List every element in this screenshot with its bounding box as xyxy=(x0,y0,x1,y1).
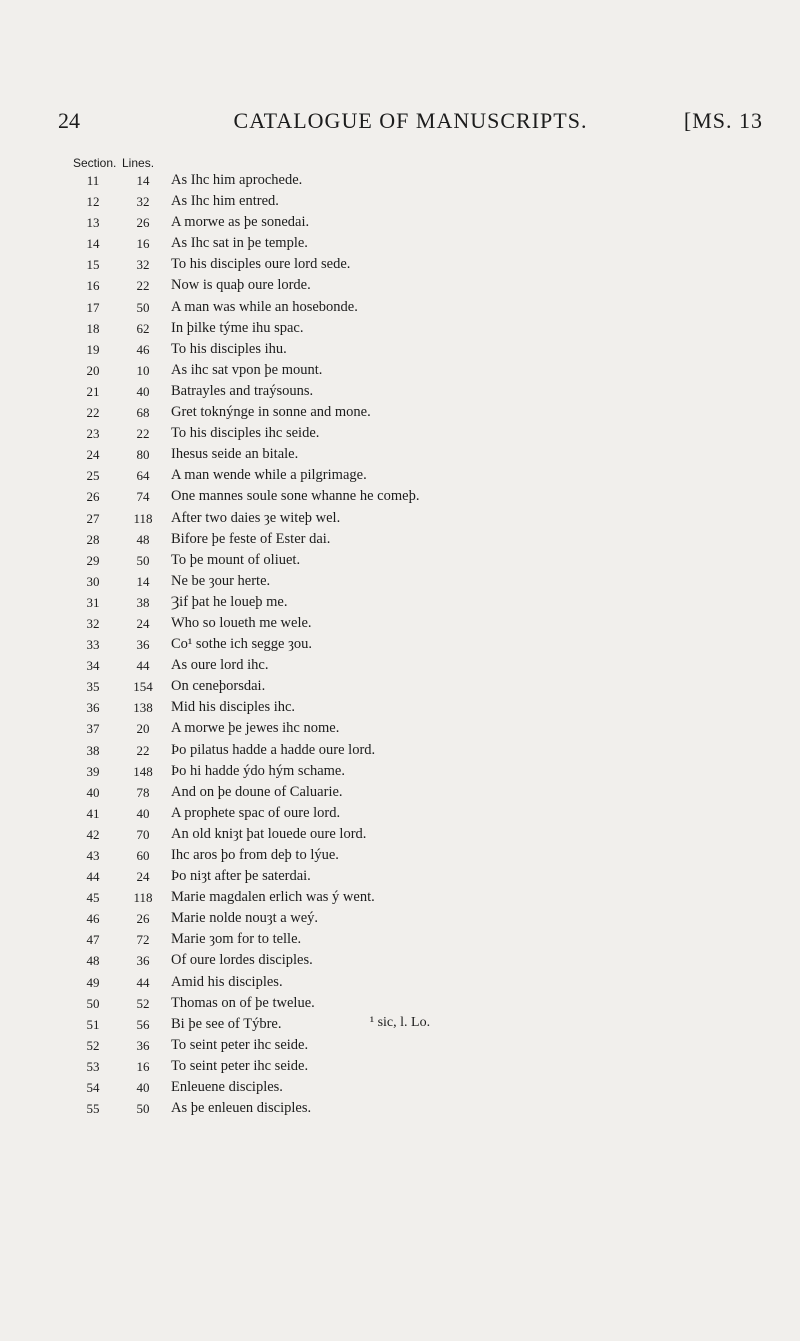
line-count: 62 xyxy=(136,320,150,336)
line-count: 44 xyxy=(136,658,150,674)
line-count: 72 xyxy=(136,932,150,948)
section-number: 41 xyxy=(86,805,100,821)
incipit-text: Bi þe see of Týbre. xyxy=(171,1015,282,1032)
section-number: 46 xyxy=(86,911,100,927)
section-number: 53 xyxy=(86,1058,100,1074)
incipit-text: Ȝif þat he loueþ me. xyxy=(171,593,288,610)
incipit-text: To his disciples ihc seide. xyxy=(171,425,320,442)
line-count: 50 xyxy=(136,552,150,568)
incipit-text: A morwe þe jewes ihc nome. xyxy=(171,720,340,737)
line-count: 74 xyxy=(136,489,150,505)
incipit-text: A man wende while a pilgrimage. xyxy=(171,467,367,484)
line-count: 16 xyxy=(136,1058,150,1074)
table-row xyxy=(0,866,800,887)
line-count: 36 xyxy=(136,637,150,653)
section-number: 32 xyxy=(86,615,100,631)
incipit-text: After two daies ȝe witeþ wel. xyxy=(171,509,341,526)
line-count: 50 xyxy=(136,299,150,315)
table-row xyxy=(0,360,800,381)
table-row xyxy=(0,402,800,423)
incipit-text: To seint peter ihc seide. xyxy=(171,1057,309,1074)
incipit-text: Who so loueth me wele. xyxy=(171,614,312,631)
section-number: 24 xyxy=(86,447,100,463)
incipit-text: A prophete spac of oure lord. xyxy=(171,804,341,821)
incipit-text: Amid his disciples. xyxy=(171,973,283,990)
line-count: 70 xyxy=(136,826,150,842)
table-row xyxy=(0,170,800,191)
section-number: 33 xyxy=(86,637,100,653)
section-number: 49 xyxy=(86,974,100,990)
table-row xyxy=(0,486,800,507)
table-row xyxy=(0,1077,800,1098)
line-count: 46 xyxy=(136,341,150,357)
incipit-text: Marie magdalen erlich was ý went. xyxy=(171,889,375,906)
incipit-text: To þe mount of oliuet. xyxy=(171,551,301,568)
section-number: 12 xyxy=(86,194,100,210)
catalogue-table xyxy=(0,170,800,1119)
table-row xyxy=(0,887,800,908)
incipit-text: In þilke týme ihu spac. xyxy=(171,319,304,336)
section-number: 23 xyxy=(86,426,100,442)
incipit-text: As Ihc him entred. xyxy=(171,193,279,210)
line-count: 52 xyxy=(136,995,150,1011)
table-row xyxy=(0,423,800,444)
incipit-text: Marie ȝom for to telle. xyxy=(171,931,302,948)
section-number: 19 xyxy=(86,341,100,357)
line-count: 24 xyxy=(136,869,150,885)
section-number: 45 xyxy=(86,890,100,906)
table-row xyxy=(0,824,800,845)
section-number: 38 xyxy=(86,742,100,758)
section-number: 50 xyxy=(86,995,100,1011)
table-row xyxy=(0,465,800,486)
incipit-text: Þo hi hadde ýdo hým schame. xyxy=(171,762,345,779)
line-count: 40 xyxy=(136,1080,150,1096)
line-count: 138 xyxy=(133,700,153,716)
section-number: 25 xyxy=(86,468,100,484)
line-count: 14 xyxy=(136,173,150,188)
incipit-text: An old kniȝt þat louede oure lord. xyxy=(171,825,367,842)
table-row xyxy=(0,444,800,465)
page-header xyxy=(58,108,763,136)
incipit-text: As þe enleuen disciples. xyxy=(171,1100,312,1117)
table-row xyxy=(0,1098,800,1119)
section-number: 17 xyxy=(86,299,100,315)
line-count: 36 xyxy=(136,953,150,969)
section-number: 18 xyxy=(86,320,100,336)
incipit-text: As Ihc him aprochede. xyxy=(171,172,303,188)
incipit-text: As oure lord ihc. xyxy=(171,657,269,674)
table-row xyxy=(0,761,800,782)
line-count: 56 xyxy=(136,1016,150,1032)
line-count: 38 xyxy=(136,594,150,610)
incipit-text: A morwe as þe sonedai. xyxy=(171,214,310,231)
table-row xyxy=(0,993,800,1014)
incipit-text: As ihc sat vpon þe mount. xyxy=(171,361,323,378)
incipit-text: One mannes soule sone whanne he comeþ. xyxy=(171,488,420,505)
section-number: 34 xyxy=(86,658,100,674)
line-count: 20 xyxy=(136,721,150,737)
section-number: 30 xyxy=(86,573,100,589)
section-number: 20 xyxy=(86,362,100,378)
page-number: 24 xyxy=(58,108,80,133)
table-row xyxy=(0,972,800,993)
section-column-header: Section. xyxy=(73,156,117,170)
table-row xyxy=(0,592,800,613)
section-number: 16 xyxy=(86,278,100,294)
section-number: 28 xyxy=(86,531,100,547)
table-row xyxy=(0,233,800,254)
section-number: 29 xyxy=(86,552,100,568)
table-row xyxy=(0,339,800,360)
incipit-text: A man was while an hosebonde. xyxy=(171,298,358,315)
section-number: 40 xyxy=(86,784,100,800)
incipit-text: On ceneþorsdai. xyxy=(171,678,266,695)
section-number: 31 xyxy=(86,594,100,610)
section-number: 11 xyxy=(86,173,100,188)
section-number: 37 xyxy=(86,721,100,737)
incipit-text: Batrayles and traýsouns. xyxy=(171,382,314,399)
incipit-text: Þo niȝt after þe saterdai. xyxy=(171,868,311,885)
section-number: 26 xyxy=(86,489,100,505)
section-number: 39 xyxy=(86,763,100,779)
line-count: 60 xyxy=(136,848,150,863)
incipit-text: Þo pilatus hadde a hadde oure lord. xyxy=(171,741,376,758)
line-count: 118 xyxy=(133,510,153,526)
line-count: 14 xyxy=(136,573,150,589)
table-row xyxy=(0,782,800,803)
table-row xyxy=(0,254,800,275)
section-number: 48 xyxy=(86,953,100,969)
table-row xyxy=(0,613,800,634)
incipit-text: To his disciples ihu. xyxy=(171,340,287,357)
line-count: 68 xyxy=(136,405,150,421)
incipit-text: To his disciples oure lord sede. xyxy=(171,256,351,273)
section-number: 35 xyxy=(86,679,100,695)
incipit-text: As Ihc sat in þe temple. xyxy=(171,235,308,252)
line-count: 26 xyxy=(136,215,150,231)
line-count: 40 xyxy=(136,383,150,399)
incipit-text: Co¹ sothe ich segge ȝou. xyxy=(171,636,312,653)
line-count: 50 xyxy=(136,1101,150,1117)
line-count: 24 xyxy=(136,615,150,631)
table-row xyxy=(0,655,800,676)
table-row xyxy=(0,529,800,550)
incipit-text: And on þe doune of Caluarie. xyxy=(171,783,343,800)
table-row xyxy=(0,508,800,529)
section-number: 14 xyxy=(86,236,100,252)
line-count: 10 xyxy=(136,362,150,378)
line-count: 26 xyxy=(136,911,150,927)
line-count: 22 xyxy=(136,742,150,758)
incipit-text: Thomas on of þe twelue. xyxy=(171,994,315,1011)
section-number: 47 xyxy=(86,932,100,948)
incipit-text: Marie nolde nouȝt a weý. xyxy=(171,910,319,927)
section-number: 52 xyxy=(86,1037,100,1053)
table-row xyxy=(0,718,800,739)
table-row xyxy=(0,1035,800,1056)
table-row xyxy=(0,950,800,971)
line-count: 36 xyxy=(136,1037,150,1053)
line-count: 80 xyxy=(136,447,150,463)
line-count: 40 xyxy=(136,805,150,821)
incipit-text: Ne be ȝour herte. xyxy=(171,572,271,589)
incipit-text: Mid his disciples ihc. xyxy=(171,699,296,716)
incipit-text: Now is quaþ oure lorde. xyxy=(171,277,311,294)
incipit-text: Of oure lordes disciples. xyxy=(171,952,313,969)
incipit-text: Enleuene disciples. xyxy=(171,1079,283,1096)
section-number: 43 xyxy=(86,848,100,863)
table-row xyxy=(0,381,800,402)
section-number: 22 xyxy=(86,405,100,421)
line-count: 16 xyxy=(136,236,150,252)
section-number: 15 xyxy=(86,257,100,273)
table-row xyxy=(0,318,800,339)
line-count: 22 xyxy=(136,426,150,442)
table-row xyxy=(0,929,800,950)
line-count: 118 xyxy=(133,890,153,906)
line-count: 44 xyxy=(136,974,150,990)
table-row xyxy=(0,845,800,866)
table-row xyxy=(0,676,800,697)
incipit-text: Gret toknýnge in sonne and mone. xyxy=(171,404,371,421)
table-row xyxy=(0,803,800,824)
line-count: 32 xyxy=(136,257,150,273)
table-row xyxy=(0,697,800,718)
incipit-text: Bifore þe feste of Ester dai. xyxy=(171,530,331,547)
table-row xyxy=(0,740,800,761)
table-row xyxy=(0,571,800,592)
table-row xyxy=(0,275,800,296)
page-title: CATALOGUE OF MANUSCRIPTS. xyxy=(233,108,588,133)
section-number: 42 xyxy=(86,826,100,842)
line-count: 22 xyxy=(136,278,150,294)
line-count: 154 xyxy=(133,679,153,695)
manuscript-reference: [MS. 13 xyxy=(683,108,763,133)
lines-column-header: Lines. xyxy=(122,156,155,170)
line-count: 48 xyxy=(136,531,150,547)
section-number: 51 xyxy=(86,1016,100,1032)
line-count: 64 xyxy=(136,468,150,484)
section-number: 44 xyxy=(86,869,100,885)
line-count: 32 xyxy=(136,194,150,210)
section-number: 13 xyxy=(86,215,100,231)
table-row xyxy=(0,634,800,655)
table-row xyxy=(0,550,800,571)
section-number: 54 xyxy=(86,1080,100,1096)
section-number: 36 xyxy=(86,700,100,716)
section-number: 21 xyxy=(86,383,100,399)
incipit-text: Ihc aros þo from deþ to lýue. xyxy=(171,847,339,863)
table-row xyxy=(0,1056,800,1077)
section-number: 27 xyxy=(86,510,100,526)
line-count: 78 xyxy=(136,784,150,800)
table-row xyxy=(0,908,800,929)
incipit-text: To seint peter ihc seide. xyxy=(171,1036,309,1053)
table-row xyxy=(0,297,800,318)
table-row xyxy=(0,191,800,212)
section-number: 55 xyxy=(86,1101,100,1117)
footnote: ¹ sic, l. Lo. xyxy=(369,1015,431,1030)
line-count: 148 xyxy=(133,763,153,779)
incipit-text: Ihesus seide an bitale. xyxy=(171,446,299,463)
table-row xyxy=(0,212,800,233)
